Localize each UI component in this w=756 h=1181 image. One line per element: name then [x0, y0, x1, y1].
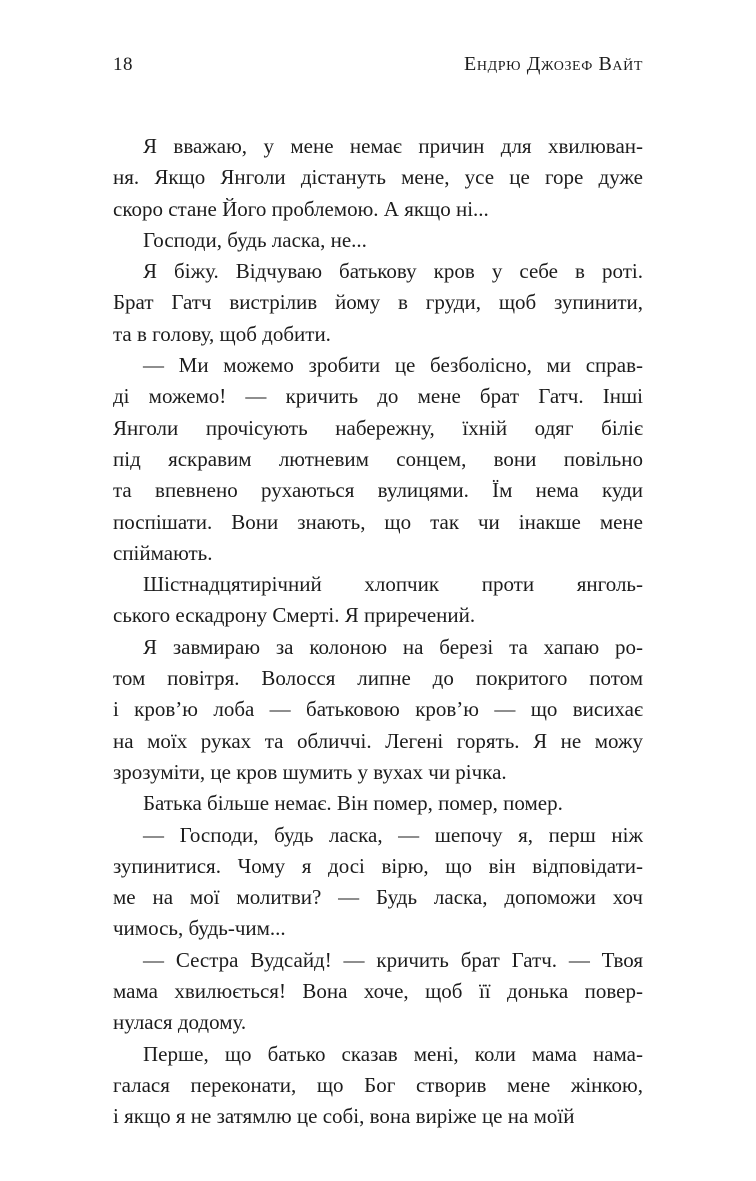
text-line: на моїх руках та обличчі. Легені горять. Я не можу — [113, 728, 643, 753]
paragraph — [113, 225, 643, 256]
text-line: мама хвилюється! Вона хоче, щоб її донька повер- — [113, 979, 643, 1004]
text-line: ського ескадрону Смерті. Я приречений. — [113, 603, 476, 628]
text-line: зупинитися. Чому я досі вірю, що він відповідати- — [113, 853, 643, 878]
text-line: Шістнадцятирічний хлопчик проти янголь- — [143, 572, 643, 597]
paragraph — [113, 632, 643, 788]
text-line: поспішати. Вони знають, що так чи інакше мене — [113, 509, 643, 534]
text-line: скоро стане Його проблемою. А якщо ні... — [113, 196, 489, 221]
running-header-author: Ендрю Джозеф Вайт — [464, 53, 643, 75]
page-header — [113, 53, 643, 76]
text-line: і якщо я не затямлю це собі, вона виріже це на моїй — [113, 1104, 575, 1129]
page-body — [113, 131, 643, 1133]
paragraph — [113, 131, 643, 225]
text-line: та в голову, щоб добити. — [113, 321, 331, 346]
text-line: — Господи, будь ласка, — шепочу я, перш ніж — [143, 822, 643, 847]
text-line: Брат Гатч вистрілив йому в груди, щоб зупинити, — [113, 290, 643, 315]
text-line: Перше, що батько сказав мені, коли мама нама- — [143, 1041, 643, 1066]
paragraph — [113, 820, 643, 945]
text-line: Господи, будь ласка, не... — [143, 227, 367, 252]
text-line: і кров’ю лоба — батьковою кров’ю — що висихає — [113, 697, 643, 722]
text-line: Я біжу. Відчуваю батькову кров у себе в роті. — [143, 259, 643, 284]
text-line: Я вважаю, у мене немає причин для хвилюван- — [143, 134, 643, 158]
text-line: Батька більше немає. Він помер, помер, помер. — [143, 791, 563, 816]
paragraph — [113, 788, 643, 819]
paragraph — [113, 1039, 643, 1133]
text-line: том повітря. Волосся липне до покритого потом — [113, 666, 643, 691]
paragraph — [113, 945, 643, 1039]
paragraph — [113, 256, 643, 350]
text-line: спіймають. — [113, 540, 213, 565]
text-line: галася переконати, що Бог створив мене жінкою, — [113, 1072, 643, 1097]
text-line: під яскравим лютневим сонцем, вони повільно — [113, 446, 643, 471]
text-line: Я завмираю за колоною на березі та хапаю ро- — [143, 634, 643, 659]
paragraph — [113, 569, 643, 632]
text-line: — Ми можемо зробити це безболісно, ми справ- — [143, 353, 643, 378]
text-line: ня. Якщо Янголи дістануть мене, усе це горе дуже — [113, 165, 643, 190]
text-line: зрозуміти, це кров шумить у вухах чи річка. — [113, 759, 507, 784]
text-line: нулася додому. — [113, 1010, 247, 1035]
text-line: чимось, будь-чим... — [113, 916, 286, 941]
paragraph — [113, 350, 643, 569]
text-line: та впевнено рухаються вулицями. Їм нема куди — [113, 478, 643, 503]
page-number: 18 — [113, 54, 133, 75]
text-line: ме на мої молитви? — Будь ласка, допоможи хоч — [113, 885, 643, 910]
text-line: Янголи прочісують набережну, їхній одяг біліє — [113, 415, 643, 440]
text-line: — Сестра Вудсайд! — кричить брат Гатч. — Твоя — [143, 947, 643, 972]
text-line: ді можемо! — кричить до мене брат Гатч. Інші — [113, 384, 643, 409]
